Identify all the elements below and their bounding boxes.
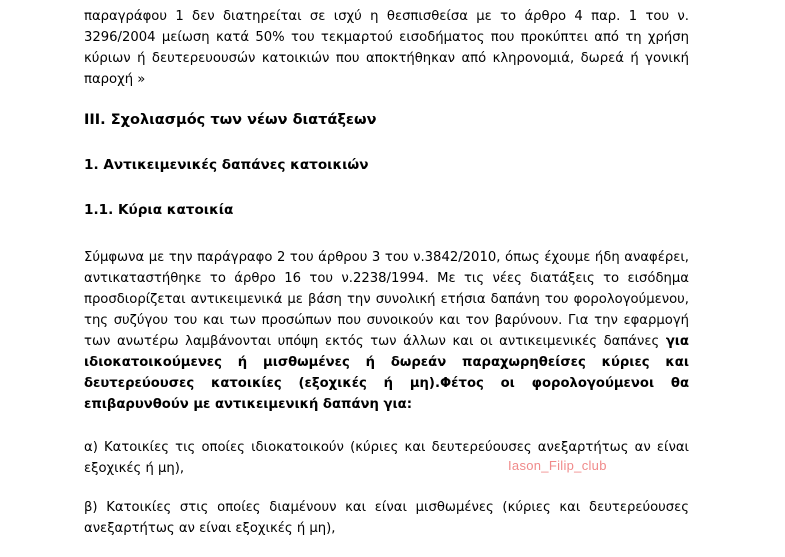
document-content <box>84 6 689 557</box>
list-item-b: β) Κατοικίες στις οποίες διαμένουν και είναι μισθωμένες (κύριες και δευτερεύουσες ανεξαρτήτως αν είναι εξοχικές ή μη), <box>84 500 689 536</box>
watermark-text: Iason_Filip_club <box>508 458 607 473</box>
heading-1-objective-expenses: 1. Αντικειμενικές δαπάνες κατοικιών <box>84 157 369 173</box>
body-paragraph-normal-text: Σύμφωνα με την παράγραφο 2 του άρθρου 3 του ν.3842/2010, όπως έχουμε ήδη αναφέρει, αντικαταστήθηκε το άρθρο 16 του ν.2238/1994. Με τις νέες διατάξεις το εισόδημα προσδιορίζεται αντικειμενικά με βάση την συνολική ετήσια δαπάνη του φορολογούμενου, της συζύγου του και των προσώπων που συνοικούν και τον βαρύνουν. Για την εφαρμογή των ανωτέρω λαμβάνονται υπόψη εκτός των άλλων και οι αντικειμενικές δαπάνες <box>84 250 689 349</box>
section-heading-iii: III. Σχολιασμός των νέων διατάξεων <box>84 112 377 128</box>
body-paragraph-bold-text: για ιδιοκατοικούμενες ή μισθωμένες ή δωρεάν παραχωρηθείσες κύριες και δευτερεύουσες κατοικίες (εξοχικές ή μη).Φέτος οι φορολογούμενοι θα επιβαρυνθούν με αντικειμενική δαπάνη για: <box>84 334 689 412</box>
body-paragraph-main <box>84 247 689 415</box>
list-item-a: α) Κατοικίες τις οποίες ιδιοκατοικούν (κύριες και δευτερεύουσες ανεξαρτήτως αν είναι εξοχικές ή μη), <box>84 440 689 476</box>
heading-1-1-main-residence: 1.1. Κύρια κατοικία <box>84 202 234 218</box>
quote-paragraph: παραγράφου 1 δεν διατηρείται σε ισχύ η θεσπισθείσα με το άρθρο 4 παρ. 1 του ν. 3296/2004 μείωση κατά 50% του τεκμαρτού εισοδήματος που προκύπτει από τη χρήση κύριων ή δευτερευουσών κατοικιών που αποκτήθηκαν από κληρονομιά, δωρεά ή γονική παροχή » <box>84 9 689 87</box>
